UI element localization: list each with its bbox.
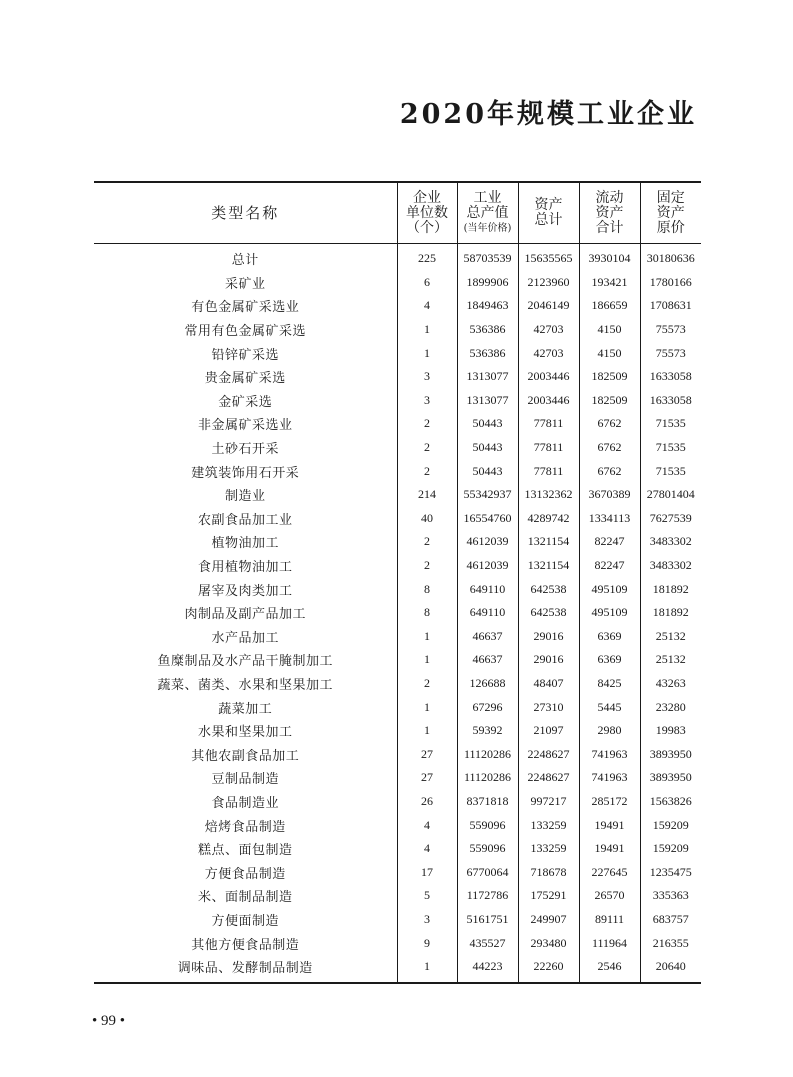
cell-enterprise-units: 1	[397, 341, 457, 365]
page-title: 2020年规模工业企业	[399, 99, 697, 130]
cell-current-assets: 6369	[579, 648, 640, 672]
cell-total-assets: 13132362	[518, 483, 579, 507]
cell-type-name: 水果和坚果加工	[197, 725, 293, 741]
cell-type-name: 农副食品加工业	[197, 512, 293, 528]
cell-current-assets: 4150	[579, 341, 640, 365]
cell-enterprise-units: 8	[397, 577, 457, 601]
header-assets-line1: 资产	[534, 197, 563, 213]
cell-enterprise-units: 26	[397, 790, 457, 814]
cell-enterprise-units: 1	[397, 719, 457, 743]
cell-industrial-output: 46637	[457, 648, 518, 672]
cell-total-assets: 2248627	[518, 742, 579, 766]
header-fixed-line2: 资产	[656, 204, 685, 221]
cell-fixed-assets: 30180636	[640, 244, 701, 271]
cell-industrial-output: 11120286	[457, 742, 518, 766]
cell-current-assets: 6369	[579, 625, 640, 649]
table-row	[94, 483, 701, 507]
cell-enterprise-units: 3	[397, 908, 457, 932]
table-row	[94, 365, 701, 389]
cell-total-assets: 133259	[518, 837, 579, 861]
table-row	[94, 648, 701, 672]
cell-total-assets: 22260	[518, 955, 579, 984]
header-current-line1: 流动	[595, 189, 624, 206]
cell-current-assets: 1334113	[579, 507, 640, 531]
cell-fixed-assets: 683757	[640, 908, 701, 932]
cell-enterprise-units: 2	[397, 436, 457, 460]
cell-total-assets: 77811	[518, 436, 579, 460]
table-row	[94, 625, 701, 649]
cell-type-name: 食品制造业	[211, 795, 279, 811]
cell-total-assets: 21097	[518, 719, 579, 743]
cell-total-assets: 642538	[518, 577, 579, 601]
header-output-line2: 总产值	[466, 204, 509, 221]
cell-current-assets: 19491	[579, 837, 640, 861]
cell-fixed-assets: 3483302	[640, 554, 701, 578]
cell-fixed-assets: 19983	[640, 719, 701, 743]
table-row	[94, 719, 701, 743]
cell-industrial-output: 435527	[457, 931, 518, 955]
cell-industrial-output: 16554760	[457, 507, 518, 531]
cell-total-assets: 642538	[518, 601, 579, 625]
cell-fixed-assets: 27801404	[640, 483, 701, 507]
cell-type-name: 食用植物油加工	[197, 560, 293, 576]
cell-industrial-output: 1849463	[457, 294, 518, 318]
cell-total-assets: 4289742	[518, 507, 579, 531]
header-enterprise-units	[397, 182, 457, 244]
header-units-line3: （个）	[406, 219, 448, 236]
cell-enterprise-units: 17	[397, 860, 457, 884]
cell-type-name: 调味品、发酵制品制造	[177, 961, 313, 977]
cell-industrial-output: 11120286	[457, 766, 518, 790]
cell-fixed-assets: 75573	[640, 318, 701, 342]
cell-industrial-output: 1172786	[457, 884, 518, 908]
cell-fixed-assets: 181892	[640, 577, 701, 601]
cell-enterprise-units: 9	[397, 931, 457, 955]
cell-current-assets: 82247	[579, 554, 640, 578]
cell-current-assets: 89111	[579, 908, 640, 932]
cell-type-name: 焙烤食品制造	[204, 819, 286, 835]
cell-enterprise-units: 1	[397, 955, 457, 984]
cell-current-assets: 19491	[579, 813, 640, 837]
header-current-line2: 资产	[595, 204, 624, 221]
statistics-table-container	[94, 181, 699, 984]
cell-total-assets: 2003446	[518, 365, 579, 389]
cell-type-name: 方便食品制造	[204, 866, 286, 882]
table-row	[94, 318, 701, 342]
cell-current-assets: 3930104	[579, 244, 640, 271]
table-row	[94, 766, 701, 790]
cell-total-assets: 15635565	[518, 244, 579, 271]
cell-fixed-assets: 3483302	[640, 530, 701, 554]
cell-enterprise-units: 3	[397, 365, 457, 389]
cell-enterprise-units: 2	[397, 412, 457, 436]
cell-total-assets: 29016	[518, 648, 579, 672]
table-row	[94, 601, 701, 625]
cell-current-assets: 111964	[579, 931, 640, 955]
cell-enterprise-units: 27	[397, 766, 457, 790]
cell-fixed-assets: 25132	[640, 648, 701, 672]
cell-type-name: 制造业	[224, 489, 266, 505]
cell-enterprise-units: 4	[397, 837, 457, 861]
cell-industrial-output: 67296	[457, 695, 518, 719]
cell-fixed-assets: 75573	[640, 341, 701, 365]
cell-type-name: 米、面制品制造	[197, 890, 293, 906]
header-industrial-output	[457, 182, 518, 244]
cell-current-assets: 741963	[579, 742, 640, 766]
header-fixed-line1: 固定	[656, 189, 685, 206]
cell-industrial-output: 59392	[457, 719, 518, 743]
table-row	[94, 271, 701, 295]
cell-fixed-assets: 1235475	[640, 860, 701, 884]
table-row	[94, 695, 701, 719]
cell-type-name: 有色金属矿采选业	[191, 300, 300, 316]
cell-industrial-output: 4612039	[457, 530, 518, 554]
cell-type-name: 肉制品及副产品加工	[184, 607, 306, 623]
table-row	[94, 790, 701, 814]
table-row	[94, 244, 701, 271]
cell-industrial-output: 649110	[457, 577, 518, 601]
table-row	[94, 577, 701, 601]
cell-type-name: 水产品加工	[211, 630, 279, 646]
cell-type-name: 贵金属矿采选	[204, 371, 286, 387]
cell-enterprise-units: 1	[397, 625, 457, 649]
cell-fixed-assets: 71535	[640, 412, 701, 436]
header-fixed-assets	[640, 182, 701, 244]
cell-type-name: 蔬菜加工	[218, 701, 273, 717]
cell-type-name: 豆制品制造	[211, 772, 279, 788]
cell-industrial-output: 536386	[457, 341, 518, 365]
cell-industrial-output: 8371818	[457, 790, 518, 814]
cell-current-assets: 3670389	[579, 483, 640, 507]
cell-current-assets: 4150	[579, 318, 640, 342]
cell-total-assets: 2123960	[518, 271, 579, 295]
cell-enterprise-units: 2	[397, 554, 457, 578]
cell-industrial-output: 536386	[457, 318, 518, 342]
cell-total-assets: 1321154	[518, 554, 579, 578]
cell-industrial-output: 559096	[457, 813, 518, 837]
cell-fixed-assets: 1563826	[640, 790, 701, 814]
cell-fixed-assets: 159209	[640, 837, 701, 861]
table-row	[94, 294, 701, 318]
cell-total-assets: 42703	[518, 341, 579, 365]
table-row	[94, 955, 701, 984]
cell-current-assets: 285172	[579, 790, 640, 814]
cell-type-name: 铅锌矿采选	[211, 347, 279, 363]
cell-enterprise-units: 4	[397, 813, 457, 837]
header-total-assets	[518, 182, 579, 244]
table-row	[94, 554, 701, 578]
cell-fixed-assets: 43263	[640, 672, 701, 696]
cell-total-assets: 48407	[518, 672, 579, 696]
cell-enterprise-units: 4	[397, 294, 457, 318]
cell-current-assets: 193421	[579, 271, 640, 295]
header-output-note: (当年价格)	[463, 222, 512, 234]
cell-type-name: 鱼糜制品及水产品干腌制加工	[157, 654, 333, 670]
header-fixed-line3: 原价	[656, 219, 685, 236]
header-assets-line2: 总计	[534, 212, 563, 228]
cell-current-assets: 495109	[579, 601, 640, 625]
cell-type-name: 其他农副食品加工	[191, 748, 300, 764]
header-type-name: 类型名称	[94, 182, 397, 244]
cell-current-assets: 2546	[579, 955, 640, 984]
cell-fixed-assets: 1708631	[640, 294, 701, 318]
cell-total-assets: 718678	[518, 860, 579, 884]
cell-type-name: 植物油加工	[211, 536, 279, 552]
table-row	[94, 436, 701, 460]
table-row	[94, 507, 701, 531]
cell-total-assets: 133259	[518, 813, 579, 837]
cell-current-assets: 186659	[579, 294, 640, 318]
cell-industrial-output: 44223	[457, 955, 518, 984]
cell-enterprise-units: 27	[397, 742, 457, 766]
cell-total-assets: 29016	[518, 625, 579, 649]
cell-total-assets: 249907	[518, 908, 579, 932]
cell-current-assets: 182509	[579, 389, 640, 413]
cell-type-name: 其他方便食品制造	[191, 937, 300, 953]
cell-type-name: 建筑装饰用石开采	[191, 465, 300, 481]
cell-fixed-assets: 23280	[640, 695, 701, 719]
statistics-table	[94, 181, 701, 984]
cell-enterprise-units: 40	[397, 507, 457, 531]
cell-fixed-assets: 1633058	[640, 365, 701, 389]
cell-total-assets: 997217	[518, 790, 579, 814]
table-body	[94, 244, 701, 984]
cell-type-name: 非金属矿采选业	[197, 418, 293, 434]
cell-fixed-assets: 71535	[640, 459, 701, 483]
cell-enterprise-units: 1	[397, 648, 457, 672]
cell-total-assets: 2248627	[518, 766, 579, 790]
cell-current-assets: 82247	[579, 530, 640, 554]
cell-industrial-output: 5161751	[457, 908, 518, 932]
cell-enterprise-units: 6	[397, 271, 457, 295]
cell-total-assets: 2003446	[518, 389, 579, 413]
cell-enterprise-units: 3	[397, 389, 457, 413]
cell-fixed-assets: 335363	[640, 884, 701, 908]
table-row	[94, 813, 701, 837]
cell-fixed-assets: 25132	[640, 625, 701, 649]
table-row	[94, 672, 701, 696]
table-row	[94, 412, 701, 436]
cell-type-name: 糕点、面包制造	[197, 843, 293, 859]
cell-fixed-assets: 216355	[640, 931, 701, 955]
cell-type-name: 总计	[231, 253, 259, 269]
cell-total-assets: 293480	[518, 931, 579, 955]
cell-current-assets: 8425	[579, 672, 640, 696]
page-number: • 99 •	[92, 1013, 126, 1029]
table-row	[94, 884, 701, 908]
cell-enterprise-units: 1	[397, 695, 457, 719]
cell-fixed-assets: 1633058	[640, 389, 701, 413]
cell-industrial-output: 55342937	[457, 483, 518, 507]
cell-current-assets: 182509	[579, 365, 640, 389]
cell-type-name: 金矿采选	[218, 394, 273, 410]
table-row	[94, 530, 701, 554]
cell-fixed-assets: 3893950	[640, 742, 701, 766]
cell-enterprise-units: 1	[397, 318, 457, 342]
cell-industrial-output: 4612039	[457, 554, 518, 578]
cell-type-name: 采矿业	[224, 276, 266, 292]
cell-fixed-assets: 159209	[640, 813, 701, 837]
table-header	[94, 182, 701, 244]
table-row	[94, 742, 701, 766]
cell-type-name: 屠宰及肉类加工	[197, 583, 293, 599]
cell-enterprise-units: 5	[397, 884, 457, 908]
table-row	[94, 860, 701, 884]
cell-enterprise-units: 2	[397, 672, 457, 696]
cell-enterprise-units: 2	[397, 459, 457, 483]
cell-total-assets: 1321154	[518, 530, 579, 554]
cell-current-assets: 495109	[579, 577, 640, 601]
cell-enterprise-units: 2	[397, 530, 457, 554]
cell-current-assets: 6762	[579, 436, 640, 460]
cell-current-assets: 6762	[579, 459, 640, 483]
cell-fixed-assets: 3893950	[640, 766, 701, 790]
table-row	[94, 341, 701, 365]
cell-fixed-assets: 1780166	[640, 271, 701, 295]
header-units-line1: 企业	[413, 189, 441, 206]
table-row	[94, 837, 701, 861]
cell-industrial-output: 559096	[457, 837, 518, 861]
cell-fixed-assets: 7627539	[640, 507, 701, 531]
cell-industrial-output: 1313077	[457, 389, 518, 413]
header-units-line2: 单位数	[406, 204, 448, 221]
cell-enterprise-units: 225	[397, 244, 457, 271]
cell-total-assets: 77811	[518, 412, 579, 436]
cell-industrial-output: 649110	[457, 601, 518, 625]
cell-current-assets: 5445	[579, 695, 640, 719]
cell-total-assets: 175291	[518, 884, 579, 908]
cell-type-name: 土砂石开采	[211, 442, 279, 458]
cell-fixed-assets: 20640	[640, 955, 701, 984]
cell-industrial-output: 58703539	[457, 244, 518, 271]
table-row	[94, 389, 701, 413]
table-row	[94, 908, 701, 932]
cell-total-assets: 27310	[518, 695, 579, 719]
cell-industrial-output: 6770064	[457, 860, 518, 884]
cell-type-name: 方便面制造	[211, 913, 279, 929]
header-current-line3: 合计	[595, 219, 624, 236]
cell-industrial-output: 50443	[457, 412, 518, 436]
cell-total-assets: 77811	[518, 459, 579, 483]
cell-total-assets: 2046149	[518, 294, 579, 318]
cell-current-assets: 2980	[579, 719, 640, 743]
header-output-line1: 工业	[473, 189, 502, 206]
cell-current-assets: 741963	[579, 766, 640, 790]
header-current-assets	[579, 182, 640, 244]
table-row	[94, 931, 701, 955]
cell-current-assets: 227645	[579, 860, 640, 884]
cell-total-assets: 42703	[518, 318, 579, 342]
cell-industrial-output: 1313077	[457, 365, 518, 389]
cell-industrial-output: 50443	[457, 436, 518, 460]
cell-enterprise-units: 214	[397, 483, 457, 507]
cell-current-assets: 26570	[579, 884, 640, 908]
cell-type-name: 蔬菜、菌类、水果和坚果加工	[157, 677, 333, 693]
cell-industrial-output: 50443	[457, 459, 518, 483]
cell-industrial-output: 126688	[457, 672, 518, 696]
cell-industrial-output: 46637	[457, 625, 518, 649]
cell-industrial-output: 1899906	[457, 271, 518, 295]
cell-fixed-assets: 181892	[640, 601, 701, 625]
cell-current-assets: 6762	[579, 412, 640, 436]
cell-fixed-assets: 71535	[640, 436, 701, 460]
cell-enterprise-units: 8	[397, 601, 457, 625]
table-row	[94, 459, 701, 483]
cell-type-name: 常用有色金属矿采选	[184, 324, 306, 340]
